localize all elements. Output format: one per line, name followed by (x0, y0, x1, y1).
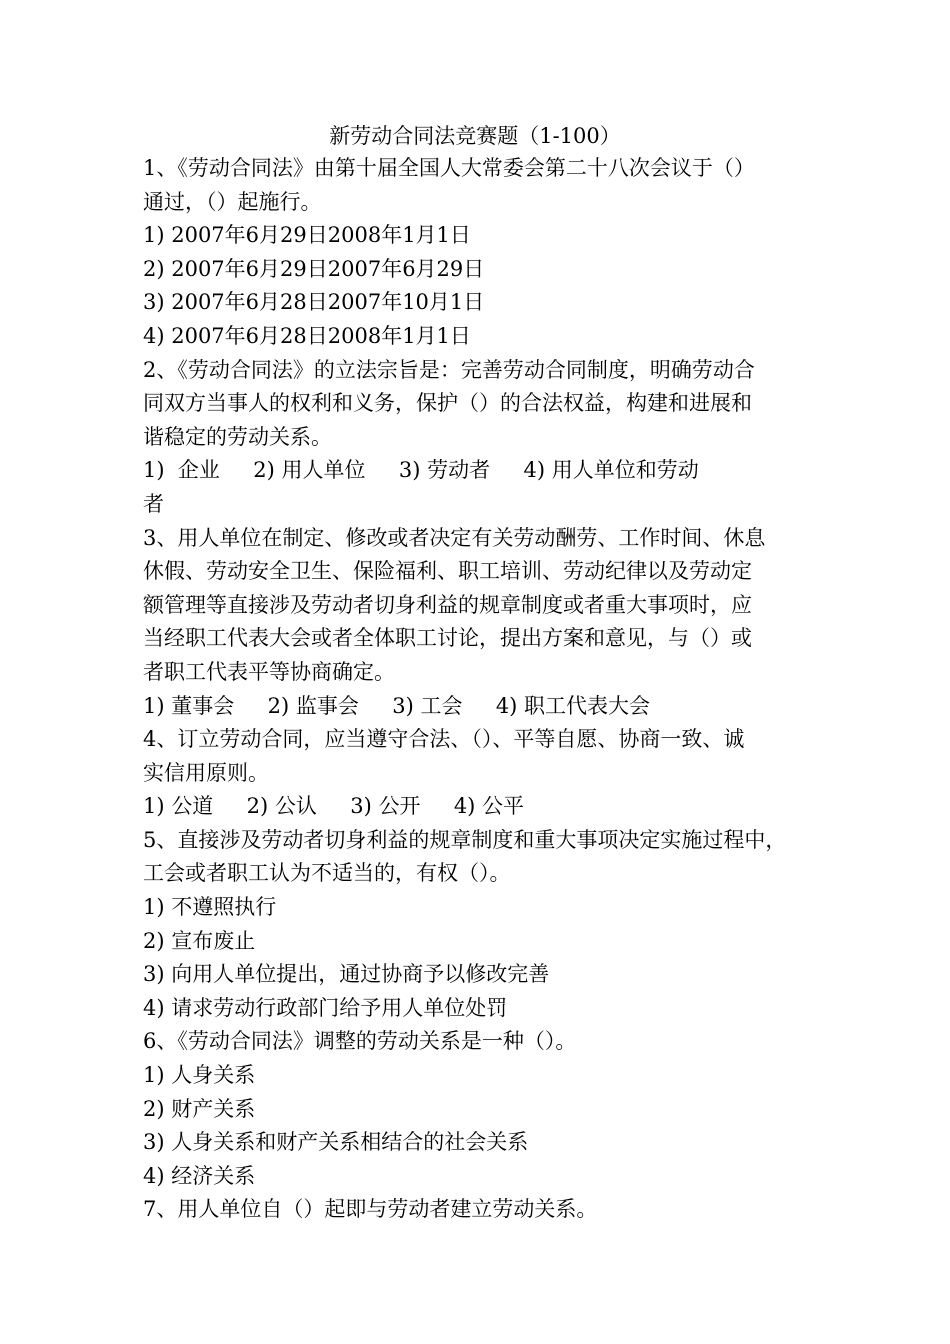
document-body (143, 152, 823, 1227)
text-line: 7、用人单位自（）起即与劳动者建立劳动关系。 (143, 1197, 598, 1222)
text-line: 者 (143, 491, 164, 516)
text-line: 4) 请求劳动行政部门给予用人单位处罚 (143, 995, 508, 1020)
document-title: 新劳动合同法竞赛题（1-100） (329, 124, 621, 148)
text-line: 2) 2007年6月29日2007年6月29日 (143, 256, 485, 281)
text-line: 休假、劳动安全卫生、保险福利、职工培训、劳动纪律以及劳动定 (143, 559, 752, 584)
text-line: 4、订立劳动合同，应当遵守合法、（）、平等自愿、协商一致、诚 (143, 727, 745, 752)
text-line: 1) 不遵照执行 (143, 895, 277, 920)
text-line: 1) 2007年6月29日2008年1月1日 (143, 223, 471, 248)
text-line: 4) 经济关系 (143, 1163, 256, 1188)
text-line: 1) 董事会 2) 监事会 3) 工会 4) 职工代表大会 (143, 693, 651, 718)
text-line: 3) 人身关系和财产关系相结合的社会关系 (143, 1130, 529, 1155)
text-line: 者职工代表平等协商确定。 (143, 659, 395, 684)
text-line: 谐稳定的劳动关系。 (143, 424, 332, 449)
text-line: 1、《劳动合同法》由第十届全国人大常委会第二十八次会议于（） (143, 156, 755, 180)
text-line: 3) 向用人单位提出，通过协商予以修改完善 (143, 962, 550, 987)
text-line: 1) 人身关系 (143, 1063, 256, 1088)
text-line: 3、用人单位在制定、修改或者决定有关劳动酬劳、工作时间、休息 (143, 525, 766, 550)
text-line: 6、《劳动合同法》调整的劳动关系是一种（）。 (143, 1029, 577, 1054)
text-line: 2、《劳动合同法》的立法宗旨是：完善劳动合同制度，明确劳动合 (143, 357, 755, 382)
text-line: 5、直接涉及劳动者切身利益的规章制度和重大事项决定实施过程中， (143, 827, 787, 852)
text-line: 3) 2007年6月28日2007年10月1日 (143, 290, 485, 315)
text-line: 额管理等直接涉及劳动者切身利益的规章制度或者重大事项时，应 (143, 592, 752, 617)
text-line: 通过，（）起施行。 (143, 189, 322, 214)
text-line: 工会或者职工认为不适当的，有权（）。 (143, 861, 511, 886)
text-line: 4) 2007年6月28日2008年1月1日 (143, 323, 471, 348)
text-line: 1) 企业 2) 用人单位 3) 劳动者 4) 用人单位和劳动 (143, 458, 699, 483)
text-line: 1) 公道 2) 公认 3) 公开 4) 公平 (143, 794, 525, 819)
text-line: 当经职工代表大会或者全体职工讨论，提出方案和意见，与（）或 (143, 626, 752, 651)
text-line: 2) 财产关系 (143, 1096, 256, 1121)
text-line: 实信用原则。 (143, 760, 269, 785)
text-line: 2) 宣布废止 (143, 928, 256, 953)
text-line: 同双方当事人的权利和义务，保护（）的合法权益，构建和进展和 (143, 391, 752, 416)
